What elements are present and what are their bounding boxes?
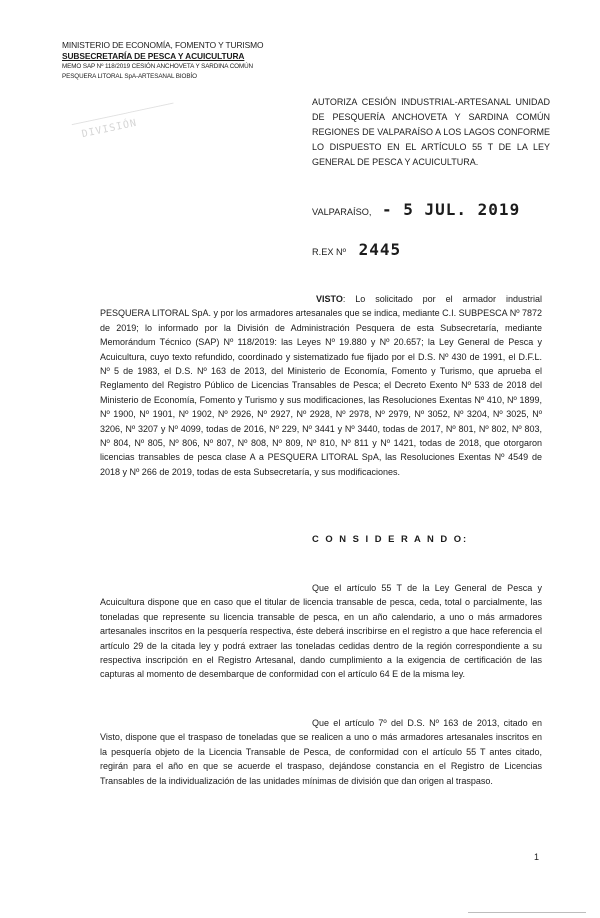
ministry-name: MINISTERIO DE ECONOMÍA, FOMENTO Y TURISMO	[62, 40, 264, 50]
rex-number: 2445	[358, 240, 402, 259]
page-number: 1	[534, 852, 540, 862]
rex-label: R.EX Nº	[312, 247, 346, 257]
considerando-paragraph-2: Que el artículo 7º del D.S. Nº 163 de 2013, citado en Visto, dispone que el traspaso de toneladas que se realicen a uno o más armadores artesanales inscritos en la pesquería objeto de la Licencia Transable de Pesca, de conformidad con el artículo 55 T antes citado, regirán para el año en que se acuerde el traspaso, dejándose constancia en el Registro de Licencias Transables de la individualización de las unidades mínimas de división que dan origen al traspaso.	[100, 718, 542, 786]
memo-reference: MEMO SAP Nº 118/2019 CESIÓN ANCHOVETA Y SARDINA COMÚN	[62, 63, 253, 70]
considerando-heading: C O N S I D E R A N D O:	[312, 533, 469, 544]
footer-divider	[468, 912, 586, 913]
place-label: VALPARAÍSO,	[312, 207, 372, 217]
resolution-subject: AUTORIZA CESIÓN INDUSTRIAL-ARTESANAL UNIDAD DE PESQUERÍA ANCHOVETA Y SARDINA COMÚN REGIONES DE VALPARAÍSO A LOS LAGOS CONFORME LO DISPUESTO EN EL ARTÍCULO 55 T DE LA LEY GENERAL DE PESCA Y ACUICULTURA.	[312, 97, 550, 167]
stamp-text: DIVISIÓN	[72, 103, 179, 148]
visto-paragraph	[100, 292, 542, 479]
considerando-paragraph-1: Que el artículo 55 T de la Ley General de Pesca y Acuicultura dispone que en caso que el titular de licencia transable de pesca, ceda, total o parcialmente, las toneladas que represente su licencia transable de pesca, en un año calendario, a uno o más armadores artesanales inscritos en la pesquería respectiva, éste deberá inscribirse en el registro a que hace referencia el artículo 29 de la citada ley y podrá extraer las toneladas cedidas dentro de la región correspondiente a su respectiva inscripción en el Registro Artesanal, dando cumplimiento a la exigencia de certificación de las capturas al momento de desembarque de conformidad con el artículo 64 E de la misma ley.	[100, 583, 542, 680]
resolution-number	[312, 240, 401, 259]
company-reference: PESQUERA LITORAL SpA-ARTESANAL BIOBÍO	[62, 73, 197, 80]
visto-text: : Lo solicitado por el armador industrial PESQUERA LITORAL SpA. y por los armadores artesanales que se indica, mediante C.I. SUBPESCA Nº 7872 de 2019; lo informado por la División de Administración Pesquera de esta Subsecretaría, mediante Memorándum Técnico (SAP) Nº 118/2019: las Leyes Nº 19.880 y Nº 20.657; la Ley General de Pesca y Acuicultura, cuyo texto refundido, coordinado y sistematizado fue fijado por el D.S. Nº 430 de 1991, el D.F.L. Nº 5 de 1983, el D.S. Nº 163 de 2013, del Ministerio de Economía, Fomento y Turismo, que aprueba el Reglamento del Registro Público de Licencias Transables de Pesca; el Decreto Exento Nº 533 de 2018 del Ministerio de Economía, Fomento y Turismo y sus modificaciones, las Resoluciones Exentas Nº 410, Nº 1899, Nº 1900, Nº 1901, Nº 1902, Nº 2926, Nº 2927, Nº 2928, Nº 2978, Nº 2979, Nº 3052, Nº 3204, Nº 3025, Nº 3206, Nº 3207 y Nº 4099, todas de 2016, Nº 229, Nº 3441 y Nº 3440, todas de 2017, Nº 801, Nº 802, Nº 803, Nº 804, Nº 805, Nº 806, Nº 807, Nº 808, Nº 809, Nº 810, Nº 811 y Nº 1421, todas de 2018, que otorgaron licencias transables de pesca clase A a PESQUERA LITORAL SpA, las Resoluciones Exentas Nº 4549 de 2018 y Nº 266 de 2019, todas de esta Subsecretaría, y sus modificaciones.	[100, 294, 543, 477]
subsecretaria-name: SUBSECRETARÍA DE PESCA Y ACUICULTURA	[62, 51, 245, 61]
letterhead	[62, 40, 302, 82]
visto-label: VISTO	[316, 294, 343, 304]
received-stamp	[72, 103, 181, 158]
handwritten-date: - 5 JUL. 2019	[381, 200, 521, 219]
place-date	[312, 200, 520, 219]
